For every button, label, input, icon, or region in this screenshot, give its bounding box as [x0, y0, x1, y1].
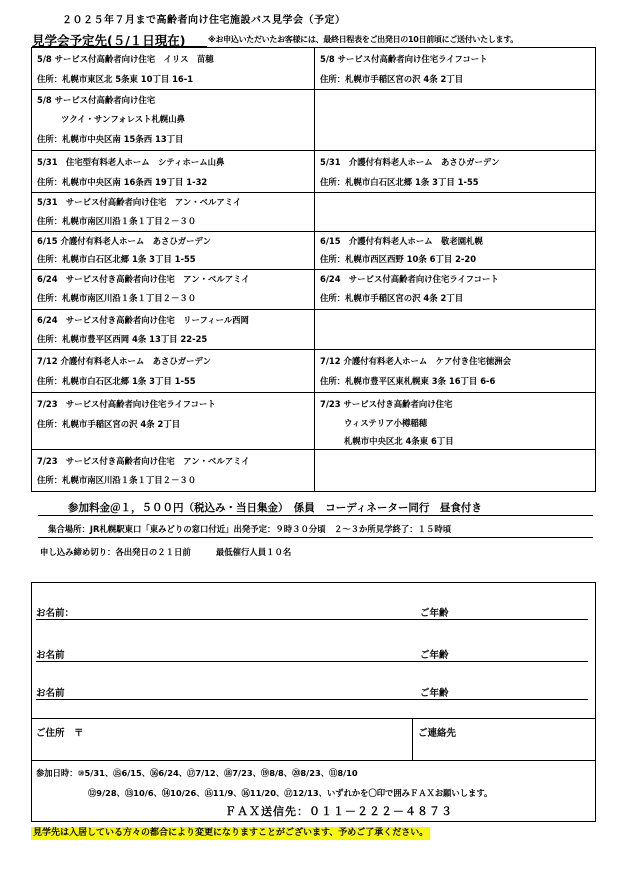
visit-title: 6/24 サービス付高齢者向け住宅ライフコート — [320, 274, 499, 284]
address-divider — [412, 718, 413, 760]
schedule-table — [31, 47, 596, 492]
schedule-cell — [315, 350, 596, 393]
schedule-heading: 見学会予定先(５/１日現在) — [32, 33, 186, 48]
schedule-cell — [32, 310, 315, 350]
schedule-cell — [32, 270, 315, 310]
schedule-cell-empty — [315, 193, 596, 232]
schedule-cell — [315, 270, 596, 310]
schedule-note: ※お申込いただいたお客様には、最終日程表をご出発日の10日前頃にご送付いたします。 — [208, 35, 518, 44]
schedule-cell — [32, 393, 315, 450]
visit-title: 7/23 サービス付き高齢者向け住宅 — [320, 399, 453, 409]
visit-title: 6/15 介護付有料老人ホーム あさひガーデン — [37, 236, 212, 246]
visit-title: 7/23 サービス付き高齢者向け住宅 アン・ベルアミイ — [37, 456, 250, 466]
schedule-cell — [32, 90, 315, 151]
visit-address: 住所：札幌市白石区北郷 1条 3丁目 1-55 — [320, 177, 479, 187]
visit-title: 5/8 サービス付高齢者向け住宅 — [37, 95, 156, 105]
address-row-bottom — [32, 760, 595, 761]
visit-address: 住所：札幌市手稲区宮の沢 4条 2丁目 — [37, 419, 181, 429]
visit-facility: ツクイ・サンフォレスト札幌山鼻 — [61, 114, 186, 124]
visit-facility: ウィステリア小樽稲穂 — [344, 418, 428, 428]
name-field-3[interactable] — [36, 699, 588, 700]
name-label-2: お名前 — [36, 650, 65, 661]
meeting-rule — [38, 537, 593, 538]
schedule-cell-empty — [315, 90, 596, 151]
page-title: ２０２５年７月まで高齢者向け住宅施設バス見学会（予定） — [62, 15, 346, 26]
schedule-cell — [315, 151, 596, 193]
visit-address: 住所：札幌市豊平区西岡 4条 13丁目 22-25 — [37, 334, 208, 344]
fee-info: 参加料金＠１，５００円（税込み・当日集金） 係員 コーディネーター同行 昼食付き — [68, 502, 482, 514]
visit-title: 5/31 介護付有料老人ホーム あさひガーデン — [320, 157, 500, 167]
deadline-info: 申し込み締め切り：各出発日の２１日前 最低催行人員１０名 — [40, 547, 292, 557]
visit-address: 住所：札幌市中央区南 16条西 19丁目 1-32 — [37, 177, 208, 187]
dates-line-2[interactable]: ⑫9/28、⑬10/6、⑭10/26、⑮11/9、⑯11/20、⑰12/13、いずれかを〇印で囲みＦＡＸお願いします。 — [88, 788, 493, 798]
visit-title: 5/8 サービス付高齢者向け住宅 イリス 苗穂 — [37, 54, 214, 64]
visit-address: 住所：札幌市東区北 5条東 10丁目 16-1 — [37, 74, 194, 84]
notice-banner: 見学先は入居している方々の都合により変更になりますことがございます、予めご了承ください。 — [33, 828, 429, 838]
name-field-2[interactable] — [36, 661, 588, 662]
visit-address: 住所：札幌市南区川沿１条１丁目２－３０ — [37, 216, 197, 226]
visit-address: 住所：札幌市西区西野 10条 6丁目 2-20 — [320, 254, 477, 264]
visit-address: 住所：札幌市豊平区東札幌東 3条 16丁目 6-6 — [320, 376, 496, 386]
visit-title: 6/24 サービス付き高齢者向け住宅 アン・ベルアミイ — [37, 274, 250, 284]
name-label-3: お名前 — [36, 688, 65, 699]
fax-number: ＦＡＸ送信先：０１１－２２２－４８７３ — [225, 805, 453, 818]
schedule-cell — [32, 232, 315, 270]
schedule-cell — [315, 48, 596, 90]
schedule-cell — [32, 450, 315, 492]
schedule-cell — [315, 393, 596, 450]
contact-label[interactable]: ご連絡先 — [418, 728, 457, 739]
schedule-cell — [32, 193, 315, 232]
schedule-cell — [32, 350, 315, 393]
visit-title: 7/12 介護付有料老人ホーム あさひガーデン — [37, 356, 212, 366]
schedule-cell — [32, 151, 315, 193]
visit-address: 住所：札幌市中央区南 15条西 13丁目 — [37, 134, 184, 144]
schedule-cell-empty — [315, 310, 596, 350]
visit-title: 6/15 介護付有料老人ホーム 敬老園札幌 — [320, 236, 483, 246]
dates-line-1[interactable]: 参加日時：⑩5/31、⑮6/15、⑯6/24、⑰7/12、⑱7/23、⑲8/8、⑳8/23、⑪8/10 — [36, 768, 358, 778]
age-label-2: ご年齢 — [420, 650, 449, 661]
visit-title: 5/31 住宅型有料老人ホーム シティホーム山鼻 — [37, 157, 225, 167]
schedule-cell-empty — [315, 450, 596, 492]
address-label[interactable]: ご住所 〒 — [36, 728, 84, 739]
fee-rule — [38, 515, 593, 516]
visit-address: 住所：札幌市南区川沿１条１丁目２－３０ — [37, 475, 197, 485]
visit-title: 7/23 サービス付高齢者向け住宅ライフコート — [37, 399, 216, 409]
visit-address: 住所：札幌市白石区北郷 1条 3丁目 1-55 — [37, 254, 196, 264]
visit-address: 札幌市中央区北 4条東 6丁目 — [344, 436, 454, 446]
schedule-cell — [32, 48, 315, 90]
visit-title: 5/8 サービス付高齢者向け住宅ライフコート — [320, 54, 488, 64]
meeting-info: 集合場所：JR札幌駅東口「東みどりの窓口付近」出発予定：９時３０分頃 ２～３か所見学終了：１５時頃 — [48, 524, 452, 534]
visit-title: 6/24 サービス付き高齢者向け住宅 リーフィール西岡 — [37, 315, 249, 325]
age-label-3: ご年齢 — [420, 688, 449, 699]
age-label-1: ご年齢 — [420, 608, 449, 619]
visit-address: 住所：札幌市南区川沿１条１丁目２－３０ — [37, 293, 197, 303]
visit-address: 住所：札幌市白石区北郷 1条 3丁目 1-55 — [37, 376, 196, 386]
application-form — [31, 582, 596, 822]
visit-address: 住所：札幌市手稲区宮の沢 4条 2丁目 — [320, 74, 464, 84]
schedule-cell — [315, 232, 596, 270]
name-field-1[interactable] — [36, 619, 588, 620]
address-row-top — [32, 718, 595, 719]
visit-title: 7/12 介護付有料老人ホーム ケア付き住宅徳洲会 — [320, 356, 511, 366]
visit-title: 5/31 サービス付高齢者向け住宅 アン・ベルアミイ — [37, 197, 242, 207]
visit-address: 住所：札幌市手稲区宮の沢 4条 2丁目 — [320, 293, 464, 303]
name-label-1: お名前： — [36, 608, 75, 619]
